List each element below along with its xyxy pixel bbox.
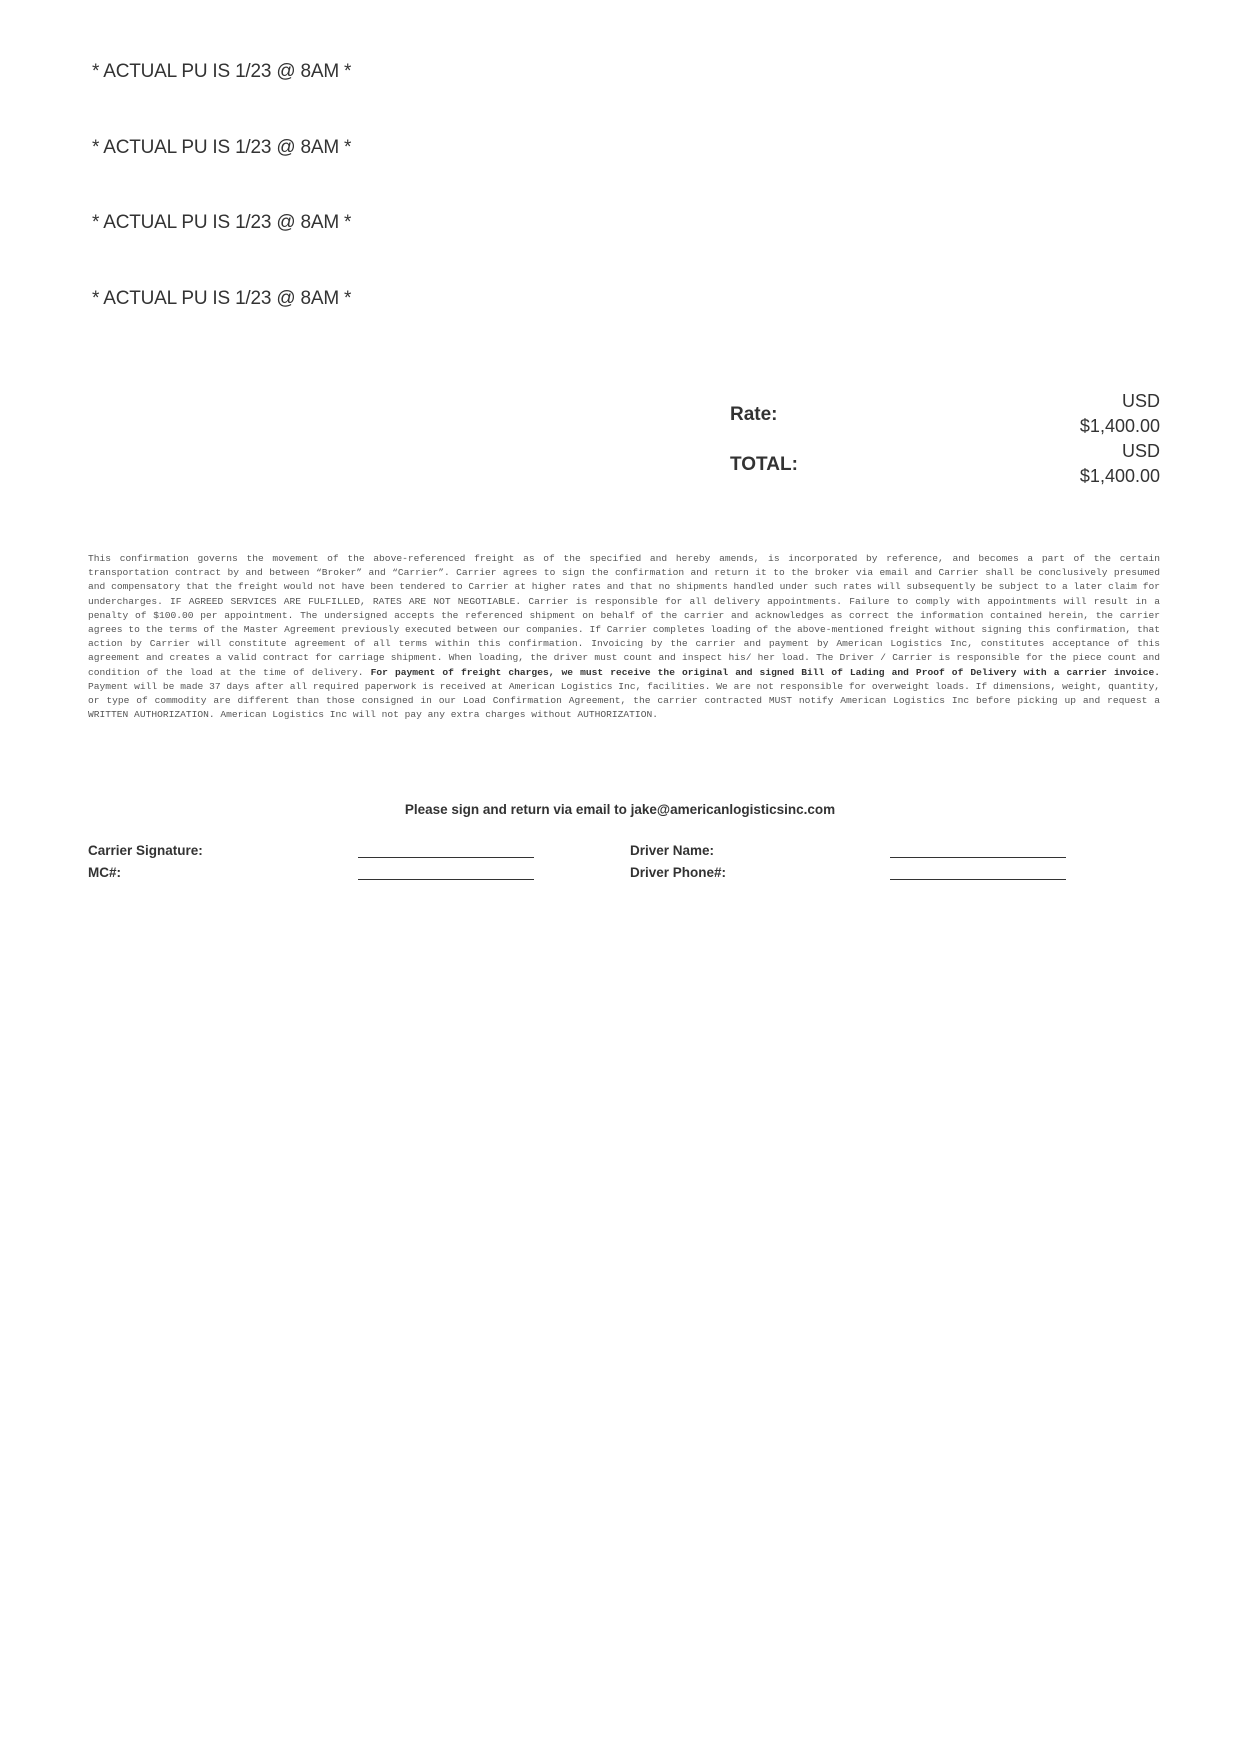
total-row <box>730 439 1160 491</box>
rate-label: Rate: <box>730 404 778 425</box>
pickup-note: * ACTUAL PU IS 1/23 @ 8AM * <box>92 61 352 82</box>
mc-number-label: MC#: <box>88 865 121 880</box>
total-value <box>1080 439 1160 489</box>
driver-phone-label: Driver Phone#: <box>630 865 727 880</box>
rate-amount: $1,400.00 <box>1079 416 1160 436</box>
terms-payment-requirement: For payment of freight charges, we must receive the original and signed Bill of Lading and Proof of Delivery with a carrier invoice. <box>370 666 1160 678</box>
mc-number-line[interactable] <box>358 879 534 880</box>
rate-value <box>1080 389 1160 439</box>
pickup-note: * ACTUAL PU IS 1/23 @ 8AM * <box>92 288 352 309</box>
terms-text: Payment will be made 37 days after all required paperwork is received at American Logistics Inc, facilities. We are not responsible for overweight loads. If dimensions, weight, quantity, or type of commodity are different than those consigned in our Load Confirmation Agreement, the carrier contracted MUST notify American Logistics Inc before picking up and request a WRITTEN AUTHORIZATION. American Logistics Inc will not pay any extra charges without AUTHORIZATION. <box>88 680 1160 721</box>
pickup-note: * ACTUAL PU IS 1/23 @ 8AM * <box>92 212 352 233</box>
driver-phone-line[interactable] <box>890 879 1066 880</box>
driver-name-line[interactable] <box>890 857 1066 858</box>
carrier-signature-line[interactable] <box>358 857 534 858</box>
total-label: TOTAL: <box>730 454 798 475</box>
total-currency: USD <box>1121 441 1160 461</box>
rate-row <box>730 389 1160 441</box>
rate-currency: USD <box>1121 391 1160 411</box>
carrier-signature-label: Carrier Signature: <box>88 843 203 858</box>
terms-text: This confirmation governs the movement of the above-referenced freight as of the specified and hereby amends, is incorporated by reference, and becomes a part of the certain transportation contract by and between “Broker” and “Carrier”. Carrier agrees to sign the confirmation and return it to the broker via email and Carrier shall be conclusively presumed and compensatory that the freight would not have been tendered to Carrier at higher rates and that no shipments handled under such rates will subsequently be subject to a later claim for undercharges. IF AGREED SERVICES ARE FULFILLED, RATES ARE NOT NEGOTIABLE. Carrier is responsible for all delivery appointments. Failure to comply with appointments will result in a penalty of $100.00 per appointment. The undersigned accepts the referenced shipment on behalf of the carrier and acknowledges as correct the information contained herein, the carrier agrees to the terms of the Master Agreement previously executed between our companies. If Carrier completes loading of the above-mentioned freight without signing this confirmation, that action by Carrier will constitute agreement of all terms within this confirmation. Invoicing by the carrier and payment by American Logistics Inc, constitutes acceptance of this agreement and creates a valid contract for carriage shipment. When loading, the driver must count and inspect his/ her load. The Driver / Carrier is responsible for the piece count and condition of the load at the time of delivery. <box>88 553 1160 678</box>
sign-return-instruction: Please sign and return via email to jake@americanlogisticsinc.com <box>404 802 836 817</box>
driver-name-label: Driver Name: <box>630 843 715 858</box>
total-amount: $1,400.00 <box>1079 466 1160 486</box>
pickup-note: * ACTUAL PU IS 1/23 @ 8AM * <box>92 137 352 158</box>
terms-paragraph <box>88 552 1160 722</box>
